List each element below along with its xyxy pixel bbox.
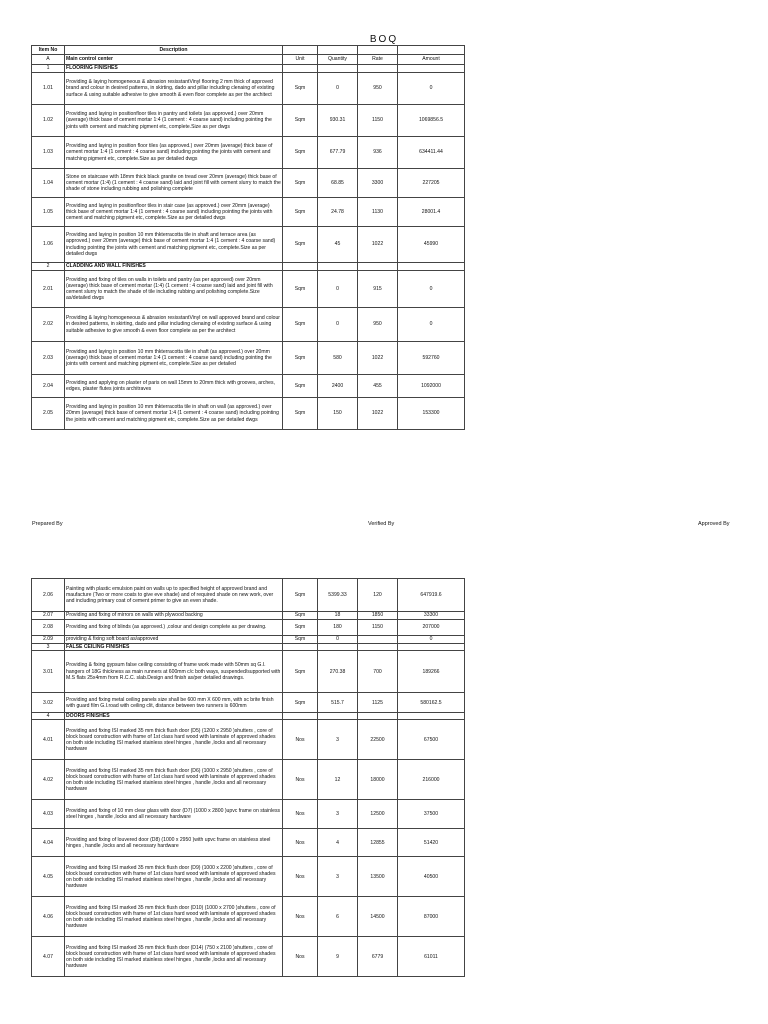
amount-cell: 1069856.5 <box>398 105 465 137</box>
description-cell: Providing and fixing ISI marked 35 mm thick flush door (D10) (1000 x 2700 )shutters , core of block board construction with frame of 1st class hard wood with laminate of approved shades on both side including ISI marked stainless steel hinges , handle ,locks and all necessary hardware <box>65 897 283 937</box>
description-cell: Providing and laying in position floor tiles (as approved.) over 20mm (average) thick base of cement mortar 1:4 (1 cement : 4 coarse sand) including pointing the joints with cement and matching pigment etc, complete.Size as per detailed dwgs <box>65 137 283 169</box>
col-item-no: Item No <box>32 46 65 55</box>
col-amount: Amount <box>398 55 465 65</box>
rate-cell: 22500 <box>358 720 398 760</box>
amount-cell <box>398 263 465 271</box>
description-cell: Painting with plastic emulsion paint on walls up to specified height of approved brand and maufacture (Two or more coats to give eve shade) and of required shade on new work, over and including primary coat of cement primer to give an even shade. <box>65 579 283 612</box>
amount-cell: 189266 <box>398 651 465 693</box>
description-cell: Providing & fixing gypsum false ceiling consisting of frame work made with 50mm sq G.I. hangers of 18G thickness as main runners at 600mm c/c both ways, suspended/supported with M.S flats 25x4mm from R.C.C. slab.Design and finish as/per detailed drawings. <box>65 651 283 693</box>
amount-cell <box>398 65 465 73</box>
table-row <box>32 937 465 977</box>
item-no-cell: 2.03 <box>32 342 65 375</box>
table-row <box>32 105 465 137</box>
quantity-cell: 6 <box>318 897 358 937</box>
boq-table-page-2 <box>31 578 465 977</box>
quantity-cell: 12 <box>318 760 358 800</box>
amount-cell: 0 <box>398 271 465 308</box>
quantity-cell: 24.78 <box>318 198 358 227</box>
rate-cell: 3300 <box>358 169 398 198</box>
rate-cell: 915 <box>358 271 398 308</box>
unit-cell <box>283 65 318 73</box>
item-no-cell: 2.01 <box>32 271 65 308</box>
table-row <box>32 375 465 398</box>
rate-cell: 455 <box>358 375 398 398</box>
rate-cell: 700 <box>358 651 398 693</box>
description-cell: Providing and laying in position 10 mm thkterracotta tile in shaft and terrace area (as approved.) over 20mm (average) thick base of cement mortar 1:4 (1 cement : 4 coarse sand) including pointing the joints with cement and matching pigment etc, complete.Size as per detailed dwgs <box>65 227 283 263</box>
item-no-cell: 1.01 <box>32 73 65 105</box>
description-cell: Providing and laying in position 10 mm thkterracotta tile in shaft on wall (as approved.) over 20mm (average) thick base of cement mortar 1:4 (1 cement : 4 coarse sand) including pointing the joints with cement and matching pigment etc, complete.Size as per detailed dwgs <box>65 398 283 430</box>
rate-cell: 1850 <box>358 612 398 620</box>
description-cell: Providing and laying in position 10 mm thkterracotta tile in shaft (as approved.) over 20mm (average) thick base of cement mortar 1:4 (1 cement : 4 coarse sand) including pointing the joints with cement and matching pigment etc, complete.Size as per detailed <box>65 342 283 375</box>
description-cell: CLADDING AND WALL FINISHES <box>65 263 283 271</box>
section-label: Main control center <box>65 55 283 65</box>
table-row <box>32 169 465 198</box>
unit-cell: Sqm <box>283 271 318 308</box>
item-no-cell: 4.02 <box>32 760 65 800</box>
rate-cell: 1150 <box>358 105 398 137</box>
table-row <box>32 620 465 636</box>
unit-cell: Nos <box>283 829 318 857</box>
description-cell: Providing and fixing of blinds (as approved.) ,colour and design complete as per drawing. <box>65 620 283 636</box>
description-cell: Providing and applying on plaster of paris on wall 15mm to 20mm thick with grooves, arches, edges, plaster flutes joints architraves <box>65 375 283 398</box>
unit-cell: Sqm <box>283 579 318 612</box>
description-cell: DOORS FINISHES <box>65 713 283 720</box>
amount-cell: 1092000 <box>398 375 465 398</box>
quantity-cell: 2400 <box>318 375 358 398</box>
quantity-cell: 0 <box>318 271 358 308</box>
amount-cell: 28001.4 <box>398 198 465 227</box>
approved-by: Approved By <box>698 521 730 527</box>
unit-cell: Sqm <box>283 137 318 169</box>
table-row <box>32 73 465 105</box>
table-row <box>32 829 465 857</box>
amount-cell: 580162.5 <box>398 693 465 713</box>
amount-cell: 37500 <box>398 800 465 829</box>
table-row <box>32 137 465 169</box>
header-row <box>32 46 465 55</box>
amount-cell <box>398 713 465 720</box>
unit-cell: Nos <box>283 857 318 897</box>
description-cell: Providing & laying homogeneous & abrasion resisstantVinyl on wall approved brand and colour in desired patterns, in skirting, dado and pillar including clenaing of existing surface & using suitable adhesive to give smooth & even floor complete as per the architect <box>65 308 283 342</box>
rate-cell: 1130 <box>358 198 398 227</box>
item-no-cell: 1.03 <box>32 137 65 169</box>
unit-cell: Sqm <box>283 169 318 198</box>
unit-cell: Sqm <box>283 693 318 713</box>
table-row <box>32 857 465 897</box>
rate-cell: 12855 <box>358 829 398 857</box>
amount-cell: 0 <box>398 636 465 644</box>
description-cell: Providing and laying in positionfloor tiles in stair case (as approved.) over 20mm (average) thick base of cement mortar 1:4 (1 cement : 4 coarse sand) including pointing the joints with cement and matching pigment etc, complete.Size as per detailed dwgs <box>65 198 283 227</box>
description-cell: Providing and fixing of louvered door (D8) (1000 x 2950 )with upvc frame on stainless steel hinges , handle ,locks and all necessary hardware <box>65 829 283 857</box>
amount-cell: 647919.6 <box>398 579 465 612</box>
quantity-cell: 677.79 <box>318 137 358 169</box>
item-no-cell: 4.03 <box>32 800 65 829</box>
description-cell: providing & fixing soft board as/approved <box>65 636 283 644</box>
rate-cell <box>358 644 398 651</box>
item-no-cell: 4.04 <box>32 829 65 857</box>
item-no-cell: 4.06 <box>32 897 65 937</box>
rate-cell <box>358 636 398 644</box>
unit-cell: Sqm <box>283 342 318 375</box>
item-no-cell: 2.04 <box>32 375 65 398</box>
rate-cell: 13500 <box>358 857 398 897</box>
description-cell: Providing and fixing metal ceiling panels size shall be 600 mm X 600 mm, with sc brite finish with guard film G.I.road with ceiling clit, distance between two runners is 600mm <box>65 693 283 713</box>
unit-cell: Nos <box>283 937 318 977</box>
amount-cell: 45990 <box>398 227 465 263</box>
unit-cell: Nos <box>283 760 318 800</box>
item-no-cell: 1 <box>32 65 65 73</box>
rate-cell: 950 <box>358 73 398 105</box>
section-row <box>32 644 465 651</box>
unit-cell: Sqm <box>283 105 318 137</box>
item-no-cell: 4.07 <box>32 937 65 977</box>
amount-cell: 33300 <box>398 612 465 620</box>
section-row <box>32 65 465 73</box>
unit-cell: Sqm <box>283 73 318 105</box>
amount-cell: 634411.44 <box>398 137 465 169</box>
quantity-cell: 150 <box>318 398 358 430</box>
amount-cell: 61011 <box>398 937 465 977</box>
unit-cell: Sqm <box>283 612 318 620</box>
table-row <box>32 693 465 713</box>
quantity-cell <box>318 644 358 651</box>
section-row <box>32 713 465 720</box>
table-row <box>32 271 465 308</box>
rate-cell <box>358 713 398 720</box>
rate-cell: 1125 <box>358 693 398 713</box>
unit-cell: Nos <box>283 720 318 760</box>
item-no-cell: 4.01 <box>32 720 65 760</box>
item-no-cell: 2.09 <box>32 636 65 644</box>
table-row <box>32 227 465 263</box>
rate-cell: 1022 <box>358 342 398 375</box>
quantity-cell: 3 <box>318 800 358 829</box>
description-cell: Providing and fixing ISI marked 35 mm thick flush door (D9) (1000 x 2200 )shutters , core of block board construction with frame of 1st class hard wood with laminate of approved shades on both side including ISI marked stainless steel hinges , handle ,locks and all necessary hardware <box>65 857 283 897</box>
table-row <box>32 308 465 342</box>
quantity-cell: 5399.33 <box>318 579 358 612</box>
description-cell: Providing and fixing of mirrors on walls with plywood backing <box>65 612 283 620</box>
unit-cell <box>283 644 318 651</box>
item-no-cell: 1.05 <box>32 198 65 227</box>
unit-cell: Sqm <box>283 375 318 398</box>
table-row <box>32 612 465 620</box>
amount-cell: 207000 <box>398 620 465 636</box>
quantity-cell: 0 <box>318 636 358 644</box>
unit-cell <box>283 713 318 720</box>
rate-cell: 1022 <box>358 227 398 263</box>
table-row <box>32 636 465 644</box>
amount-cell: 51420 <box>398 829 465 857</box>
description-cell: Providing and laying in positionfloor tiles in pantry and toilets (as approved.) over 20mm (average) thick base of cement mortar 1:4 (1 cement : 4 coarse sand) including pointing the joints with cement and matching pigment etc, complete.Size as per dwgs <box>65 105 283 137</box>
item-no-cell: 2 <box>32 263 65 271</box>
col-rate: Rate <box>358 55 398 65</box>
amount-cell <box>398 644 465 651</box>
unit-cell: Nos <box>283 800 318 829</box>
unit-cell: Nos <box>283 897 318 937</box>
quantity-cell: 930.31 <box>318 105 358 137</box>
amount-cell: 0 <box>398 308 465 342</box>
col-description: Description <box>65 46 283 55</box>
quantity-cell <box>318 65 358 73</box>
item-no-cell: 2.08 <box>32 620 65 636</box>
rate-cell <box>358 263 398 271</box>
rate-cell: 18000 <box>358 760 398 800</box>
quantity-cell <box>318 713 358 720</box>
quantity-cell: 180 <box>318 620 358 636</box>
item-no-cell: 3.01 <box>32 651 65 693</box>
amount-cell: 592760 <box>398 342 465 375</box>
quantity-cell: 45 <box>318 227 358 263</box>
verified-by: Verified By <box>368 521 395 527</box>
table-row <box>32 800 465 829</box>
table-row <box>32 198 465 227</box>
unit-cell: Sqm <box>283 636 318 644</box>
item-no-cell: 1.02 <box>32 105 65 137</box>
table-row <box>32 897 465 937</box>
amount-cell: 40500 <box>398 857 465 897</box>
description-cell: Providing and fixing ISI marked 35 mm thick flush door (D6) (1000 x 2950 )shutters , core of block board construction with frame of 1st class hard wood with laminate of approved shades on both side including ISI marked stainless steel hinges , handle ,locks and all necessary hardware <box>65 760 283 800</box>
description-cell: Providing and fixing of 10 mm clear glass with door (D7) (1000 x 2800 )upvc frame on stainless steel hinges , handle ,locks and all necessary hardware <box>65 800 283 829</box>
unit-cell: Sqm <box>283 398 318 430</box>
rate-cell: 936 <box>358 137 398 169</box>
amount-cell: 227205 <box>398 169 465 198</box>
boq-table-page-1 <box>31 45 465 430</box>
table-row <box>32 342 465 375</box>
section-a-row <box>32 55 465 65</box>
prepared-by: Prepared By <box>32 521 63 527</box>
col-quantity: Quantity <box>318 55 358 65</box>
col-unit: Unit <box>283 55 318 65</box>
rate-cell: 12500 <box>358 800 398 829</box>
table-row <box>32 760 465 800</box>
item-no-cell: 4 <box>32 713 65 720</box>
table-row <box>32 720 465 760</box>
unit-cell: Sqm <box>283 308 318 342</box>
rate-cell <box>358 65 398 73</box>
rate-cell: 1022 <box>358 398 398 430</box>
rate-cell: 1150 <box>358 620 398 636</box>
description-cell: Providing and fixing ISI marked 35 mm thick flush door (D14) (750 x 2100 )shutters , core of block board construction with frame of 1st class hard wood with laminate of approved shades on both side including ISI marked stainless steel hinges , handle ,locks and all necessary hardware <box>65 937 283 977</box>
quantity-cell: 515.7 <box>318 693 358 713</box>
quantity-cell: 580 <box>318 342 358 375</box>
quantity-cell: 0 <box>318 73 358 105</box>
item-no-cell: 1.04 <box>32 169 65 198</box>
description-cell: FALSE CEILING FINISHES <box>65 644 283 651</box>
unit-cell: Sqm <box>283 198 318 227</box>
quantity-cell: 0 <box>318 308 358 342</box>
rate-cell: 950 <box>358 308 398 342</box>
unit-cell: Sqm <box>283 651 318 693</box>
rate-cell: 6779 <box>358 937 398 977</box>
quantity-cell: 4 <box>318 829 358 857</box>
description-cell: Stone on staircase with 18mm thick black granite on tread over 20mm (average) thick base of cement mortar (1:4) (1 cement : 4 coarse sand) laid and joint fill with cement slurry to match the shade of stone including rubbing and polishing complete <box>65 169 283 198</box>
unit-cell: Sqm <box>283 620 318 636</box>
table-row <box>32 398 465 430</box>
item-no-cell: 2.06 <box>32 579 65 612</box>
section-row <box>32 263 465 271</box>
item-no-cell: 3.02 <box>32 693 65 713</box>
description-cell: Providing & laying homogeneous & abrasion resisstantVinyl flooring 2 mm thick of approved brand and colour in desired patterns, in skirting, dado and pillar including clenaing of existing surface & using suitable adhesive to give smooth & even floor complete as per the architect <box>65 73 283 105</box>
amount-cell: 216000 <box>398 760 465 800</box>
description-cell: Providing and fixing ISI marked 35 mm thick flush door (D5) (1200 x 2950 )shutters , core of block board construction with frame of 1st class hard wood with laminate of approved shades on both side including ISI marked stainless steel hinges , handle ,locks and all necessary hardware <box>65 720 283 760</box>
quantity-cell: 270.38 <box>318 651 358 693</box>
item-no-cell: 2.02 <box>32 308 65 342</box>
doc-title: BOQ <box>369 34 399 45</box>
quantity-cell: 18 <box>318 612 358 620</box>
rate-cell: 14500 <box>358 897 398 937</box>
item-no-cell: 1.06 <box>32 227 65 263</box>
item-no-cell: 4.05 <box>32 857 65 897</box>
unit-cell <box>283 263 318 271</box>
table-row <box>32 651 465 693</box>
quantity-cell: 3 <box>318 720 358 760</box>
amount-cell: 67500 <box>398 720 465 760</box>
item-no-cell: 3 <box>32 644 65 651</box>
quantity-cell <box>318 263 358 271</box>
quantity-cell: 3 <box>318 857 358 897</box>
table-row <box>32 579 465 612</box>
quantity-cell: 9 <box>318 937 358 977</box>
amount-cell: 0 <box>398 73 465 105</box>
section-code: A <box>32 55 65 65</box>
rate-cell: 120 <box>358 579 398 612</box>
quantity-cell: 68.85 <box>318 169 358 198</box>
item-no-cell: 2.07 <box>32 612 65 620</box>
item-no-cell: 2.05 <box>32 398 65 430</box>
amount-cell: 153300 <box>398 398 465 430</box>
amount-cell: 87000 <box>398 897 465 937</box>
unit-cell: Sqm <box>283 227 318 263</box>
description-cell: Providing and fixing of tiles on walls in toilets and pantry (as per approved) over 20mm (average) thick base of cement mortar (1:4) (1 cement : 4 coarse sand) laid and joint fill with cement slurry to match the shade of tile including rubbing and polishing complete.Size as/detailed dwgs <box>65 271 283 308</box>
description-cell: FLOORING FINISHES <box>65 65 283 73</box>
